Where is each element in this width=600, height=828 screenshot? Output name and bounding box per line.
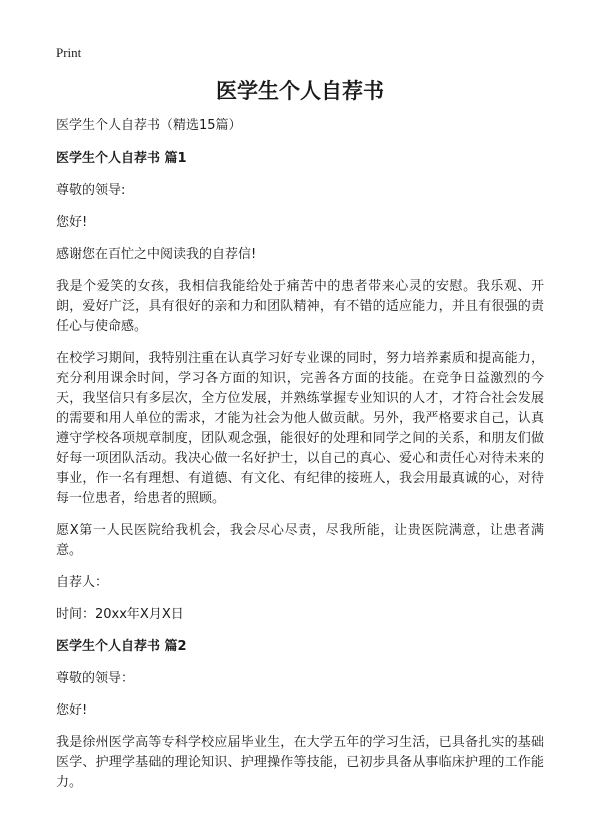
section-1 (56, 149, 544, 625)
paragraph: 愿X第一人民医院给我机会，我会尽心尽责，尽我所能，让贵医院满意，让患者满意。 (56, 523, 544, 558)
paragraph-salutation: 尊敬的领导: (56, 183, 126, 198)
paragraph-date: 时间：20xx年X月X日 (56, 607, 184, 622)
paragraph: 我是个爱笑的女孩，我相信我能给处于痛苦中的患者带来心灵的安慰。我乐观、开朗，爱好广泛，具有很好的亲和力和团队精神，有不错的适应能力，并且有很强的责任心与使命感。 (56, 279, 544, 334)
document-subtitle: 医学生个人自荐书（精选15篇） (56, 118, 242, 133)
paragraph-greeting: 您好! (56, 215, 88, 230)
section-heading: 医学生个人自荐书 篇2 (56, 639, 187, 654)
print-label: Print (56, 45, 82, 60)
section-2 (56, 637, 544, 793)
section-heading: 医学生个人自荐书 篇1 (56, 151, 187, 166)
paragraph: 我是徐州医学高等专科学校应届毕业生，在大学五年的学习生活，已具备扎实的基础医学、护理学基础的理论知识、护理操作等技能，已初步具备从事临床护理的工作能力。 (56, 735, 544, 790)
paragraph: 感谢您在百忙之中阅读我的自荐信! (56, 247, 257, 262)
paragraph-signature: 自荐人： (56, 575, 109, 590)
paragraph: 在校学习期间，我特别注重在认真学习好专业课的同时，努力培养素质和提高能力，充分利用课余时间，学习各方面的知识，完善各方面的技能。在竞争日益激烈的今天，我坚信只有多层次，全方位发展，并熟练掌握专业知识的人才，才符合社会发展的需要和用人单位的需求，才能为社会为他人做贡献。另外，我严格要求自己，认真遵守学校各项规章制度，团队观念强，能很好的处理和同学之间的关系，和朋友们做好每一项团队活动。我决心做一名好护士，以自己的真心、爱心和责任心对待未来的事业，作一名有理想、有道德、有文化、有纪律的接班人，我会用最真诚的心，对待每一位患者，给患者的照顾。 (56, 351, 544, 506)
paragraph-greeting: 您好! (56, 703, 88, 718)
paragraph-salutation: 尊敬的领导： (56, 671, 135, 686)
document-title: 医学生个人自荐书 (216, 79, 384, 103)
